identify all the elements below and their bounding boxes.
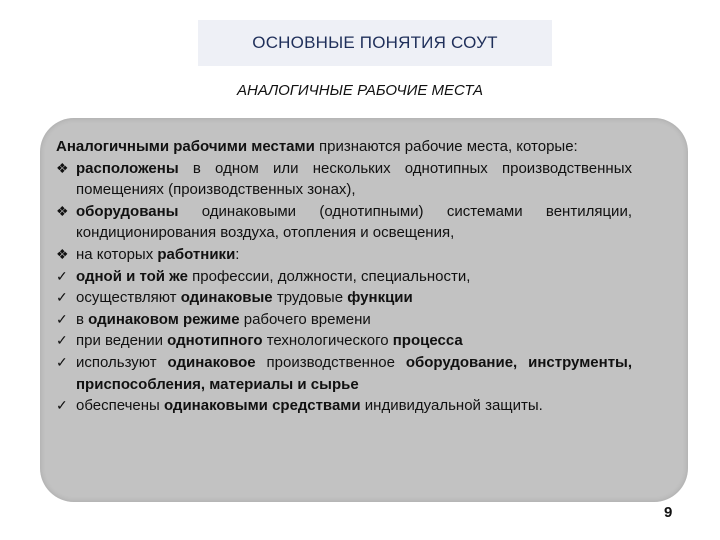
item-bold-text: одной и той же [76, 267, 188, 285]
item-text: индивидуальной защиты. [360, 397, 543, 415]
item-text: одинаковыми (однотипными) системами вентиляции, кондиционирования воздуха, отопления и освещения, [76, 202, 632, 242]
diamond-bullet-icon: ❖ [56, 159, 69, 176]
item-bold-text: оборудованы [76, 202, 179, 220]
slide-title-box [198, 20, 552, 66]
item-text: используют [76, 353, 168, 371]
checkmark-bullet-icon: ✓ [56, 289, 68, 306]
item-text: при ведении [76, 332, 168, 350]
item-bold-text: одинаковыми средствами [163, 397, 361, 415]
list-item [56, 309, 632, 331]
list-item [56, 266, 632, 288]
definition-term: Аналогичными рабочими местами [56, 138, 315, 155]
page-number: 9 [664, 504, 673, 521]
item-text: в одном или нескольких однотипных производственных помещениях (производственных зонах), [76, 159, 632, 199]
checkmark-bullet-icon: ✓ [56, 267, 68, 284]
list-item [56, 352, 632, 395]
item-bold-text: однотипного [167, 332, 263, 350]
diamond-bullet-icon: ❖ [56, 202, 69, 219]
item-text: в [76, 310, 89, 328]
checkmark-bullet-icon: ✓ [56, 310, 68, 327]
diamond-bullet-icon: ❖ [56, 245, 69, 262]
item-text: профессии, должности, специальности, [187, 267, 471, 285]
item-text: обеспечены [76, 397, 164, 415]
list-item [56, 330, 632, 352]
item-bold-text: функции [347, 289, 413, 307]
item-bold-text: процесса [392, 332, 463, 350]
list-item [56, 395, 632, 417]
item-text: : [235, 245, 240, 263]
item-bold-text: работники [157, 245, 236, 263]
item-text: трудовые [272, 289, 348, 307]
list-item [56, 287, 632, 309]
item-text: рабочего времени [239, 310, 371, 328]
slide-subtitle: АНАЛОГИЧНЫЕ РАБОЧИЕ МЕСТА [236, 82, 484, 99]
item-bold-text: одинаковое [167, 353, 256, 371]
content-text [56, 136, 632, 417]
item-bold-text: одинаковом режиме [88, 310, 240, 328]
list-item [56, 244, 632, 266]
checkmark-bullet-icon: ✓ [56, 397, 68, 414]
list-item [56, 158, 632, 201]
definition-paragraph [56, 136, 632, 158]
slide-title: ОСНОВНЫЕ ПОНЯТИЯ СОУТ [252, 33, 498, 52]
checkmark-bullet-icon: ✓ [56, 332, 68, 349]
criteria-list [56, 158, 632, 417]
definition-rest: признаются рабочие места, которые: [314, 138, 578, 155]
item-bold-text: одинаковые [180, 289, 273, 307]
item-bold-text: расположены [76, 159, 179, 177]
item-text: осуществляют [76, 289, 181, 307]
list-item [56, 201, 632, 244]
checkmark-bullet-icon: ✓ [56, 353, 68, 370]
item-text: на которых [76, 245, 158, 263]
item-text: производственное [255, 353, 406, 371]
item-text: технологического [262, 332, 393, 350]
item-bold-text: оборудование, инструменты, приспособления, материалы и сырье [76, 353, 633, 393]
